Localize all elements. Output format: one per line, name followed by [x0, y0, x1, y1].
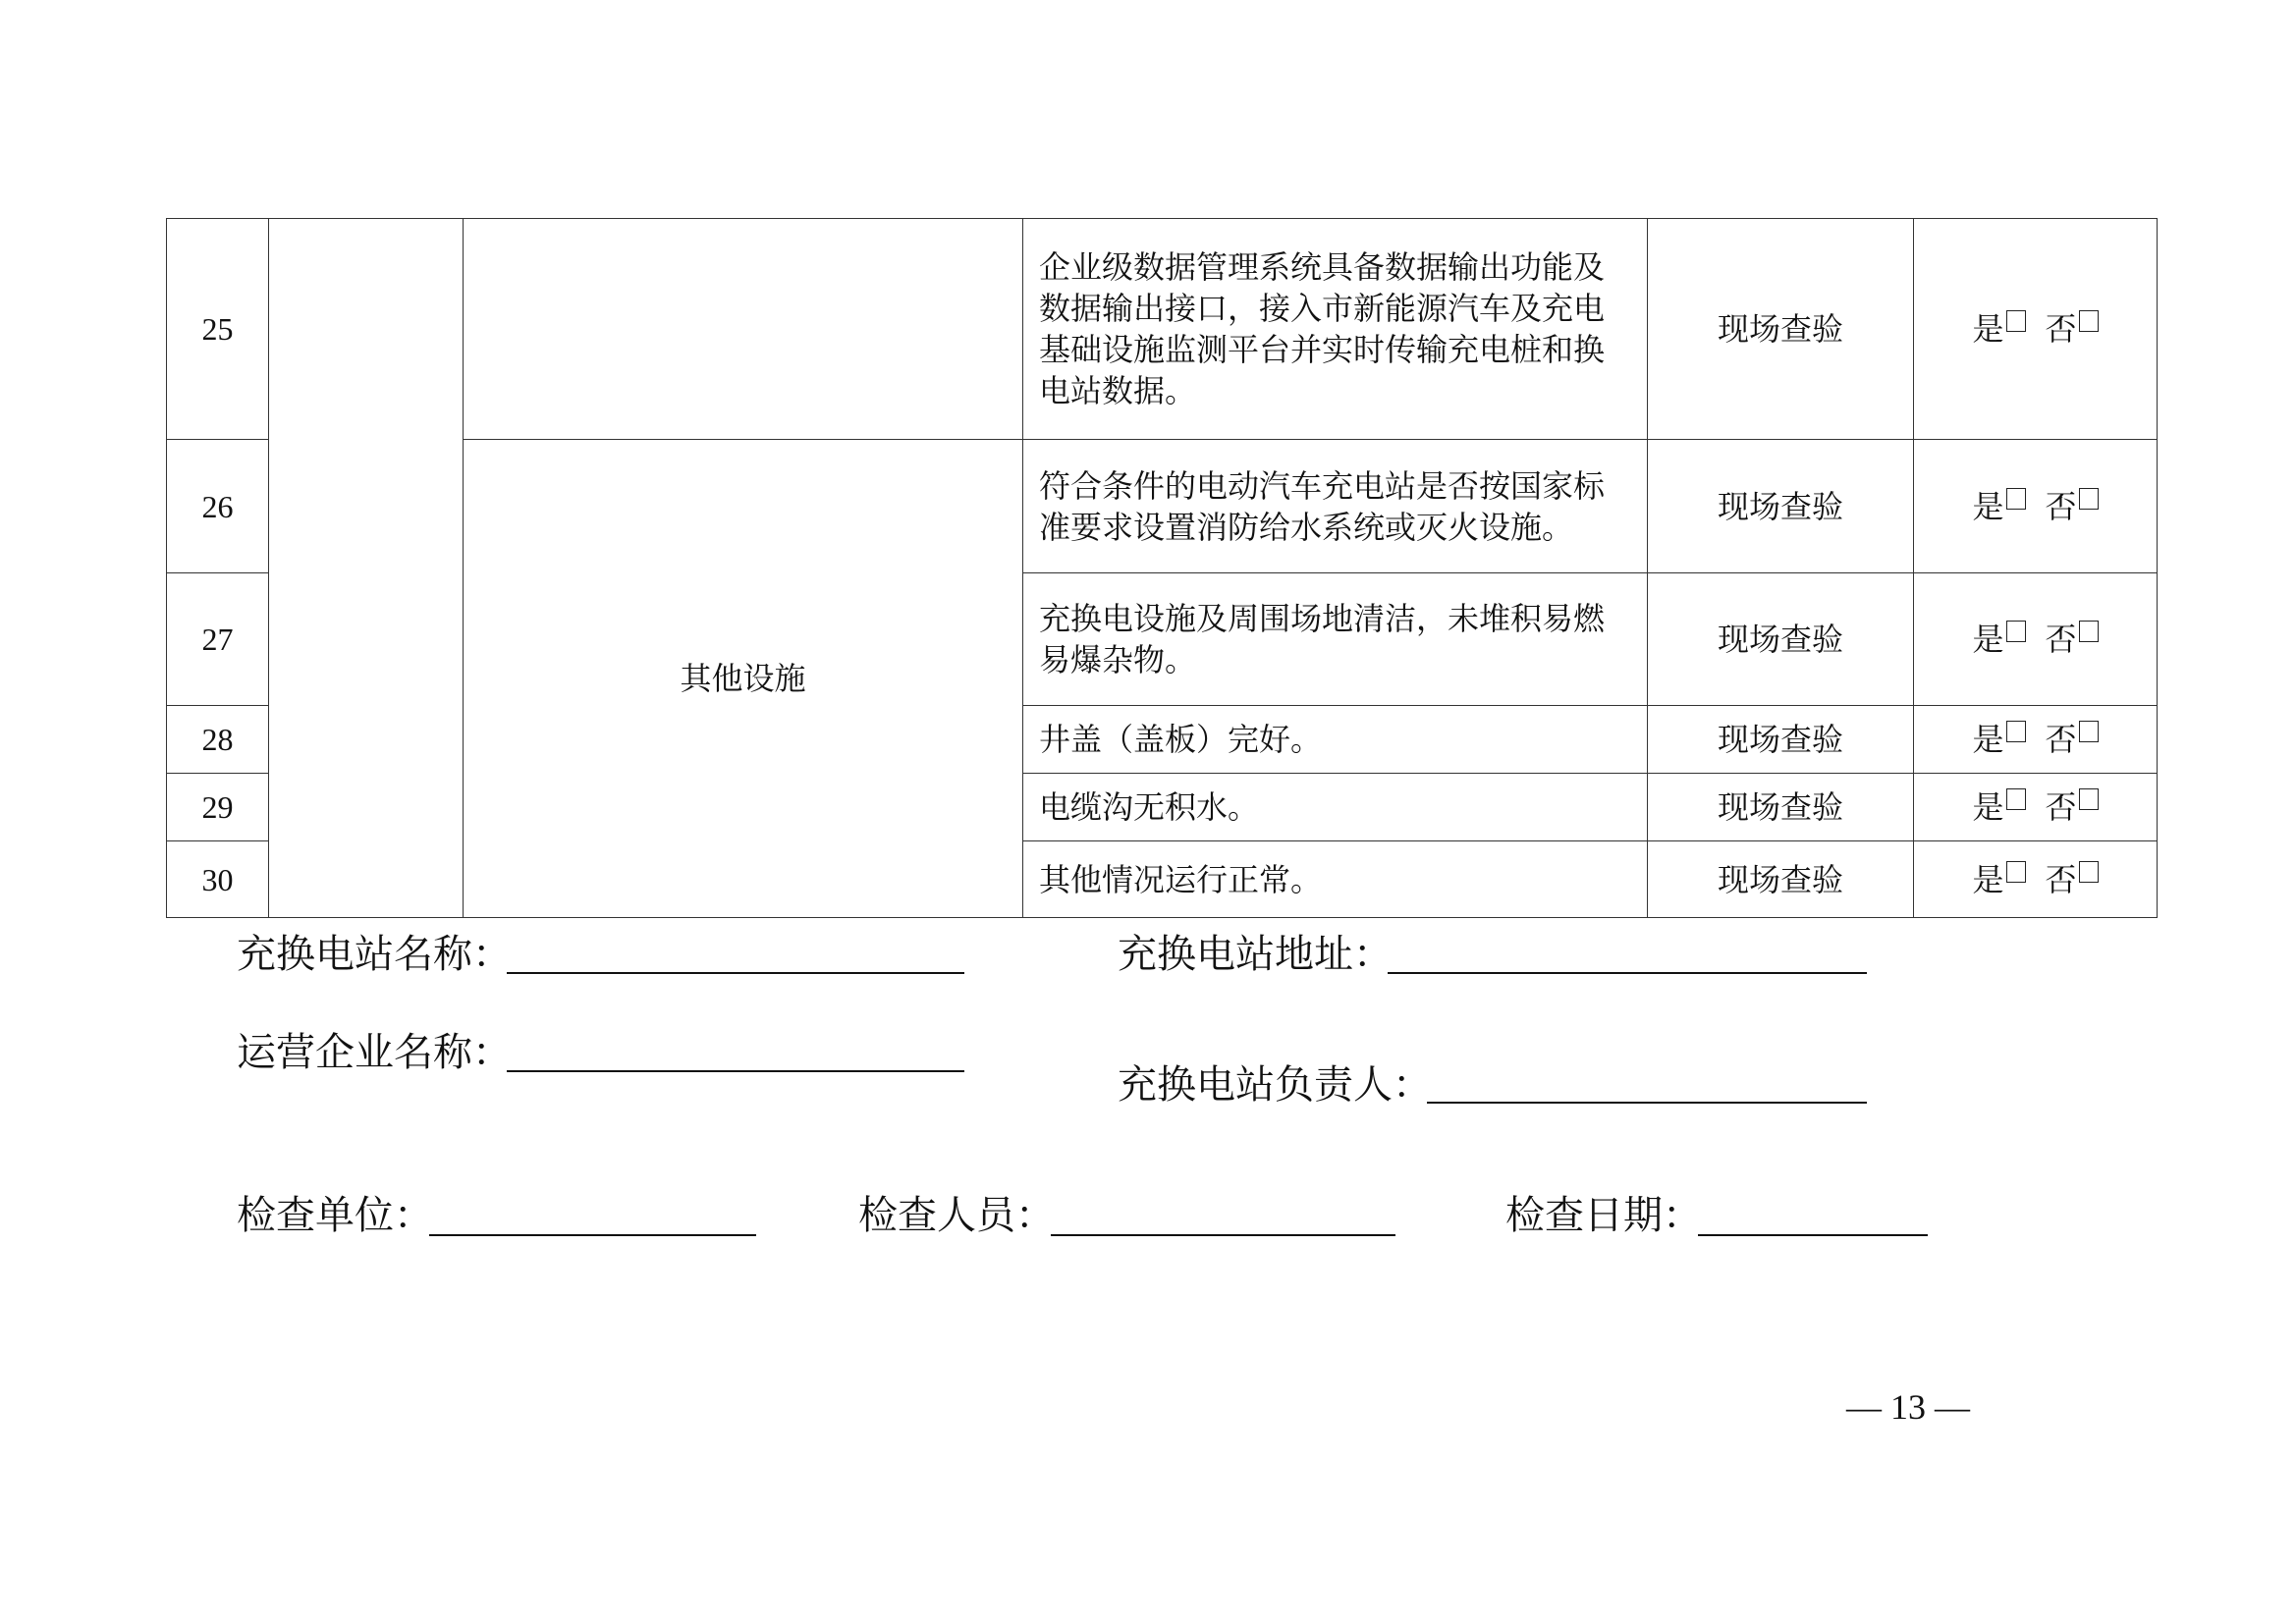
item-description: 符合条件的电动汽车充电站是否按国家标准要求设置消防给水系统或灭火设施。	[1023, 440, 1648, 573]
row-number: 27	[167, 573, 269, 706]
no-checkbox[interactable]	[2079, 488, 2099, 510]
no-checkbox[interactable]	[2079, 310, 2099, 332]
merged-category-cell	[269, 219, 464, 918]
item-description: 其他情况运行正常。	[1023, 841, 1648, 918]
no-label: 否	[2045, 721, 2077, 758]
inspection-unit-input[interactable]	[429, 1234, 756, 1236]
table-row	[167, 219, 2158, 440]
no-label: 否	[2045, 310, 2077, 348]
yes-checkbox[interactable]	[2006, 310, 2026, 332]
yes-label: 是	[1972, 721, 2004, 758]
no-label: 否	[2045, 621, 2077, 658]
station-manager-label: 充换电站负责人：	[1118, 1062, 1432, 1108]
inspection-table	[166, 218, 2158, 918]
inspection-unit-label: 检查单位：	[237, 1193, 433, 1238]
check-method: 现场查验	[1648, 706, 1914, 774]
no-label: 否	[2045, 788, 2077, 826]
inspection-date-label: 检查日期：	[1505, 1193, 1702, 1238]
blank-subcategory-cell	[464, 219, 1023, 440]
result-options	[1914, 706, 2158, 774]
no-checkbox[interactable]	[2079, 788, 2099, 810]
yes-label: 是	[1972, 487, 2004, 525]
check-method: 现场查验	[1648, 219, 1914, 440]
row-number: 25	[167, 219, 269, 440]
item-description: 充换电设施及周围场地清洁，未堆积易燃易爆杂物。	[1023, 573, 1648, 706]
check-method: 现场查验	[1648, 440, 1914, 573]
item-description: 企业级数据管理系统具备数据输出功能及数据输出接口，接入市新能源汽车及充电基础设施监测平台并实时传输充电桩和换电站数据。	[1023, 219, 1648, 440]
inspector-label: 检查人员：	[858, 1193, 1055, 1238]
yes-checkbox[interactable]	[2006, 621, 2026, 642]
check-method: 现场查验	[1648, 573, 1914, 706]
no-checkbox[interactable]	[2079, 861, 2099, 883]
yes-label: 是	[1972, 310, 2004, 348]
category-other-facilities: 其他设施	[464, 440, 1023, 918]
check-method: 现场查验	[1648, 841, 1914, 918]
yes-checkbox[interactable]	[2006, 788, 2026, 810]
no-checkbox[interactable]	[2079, 621, 2099, 642]
inspector-input[interactable]	[1051, 1234, 1395, 1236]
station-manager-input[interactable]	[1427, 1102, 1867, 1104]
result-options	[1914, 573, 2158, 706]
no-label: 否	[2045, 487, 2077, 525]
row-number: 30	[167, 841, 269, 918]
station-name-input[interactable]	[507, 972, 964, 974]
result-options	[1914, 440, 2158, 573]
check-method: 现场查验	[1648, 774, 1914, 841]
yes-label: 是	[1972, 621, 2004, 658]
operator-name-label: 运营企业名称：	[237, 1030, 512, 1075]
item-description: 井盖（盖板）完好。	[1023, 706, 1648, 774]
item-description: 电缆沟无积水。	[1023, 774, 1648, 841]
result-options	[1914, 841, 2158, 918]
table-row	[167, 440, 2158, 573]
station-name-label: 充换电站名称：	[237, 932, 512, 977]
station-address-label: 充换电站地址：	[1118, 932, 1393, 977]
yes-checkbox[interactable]	[2006, 488, 2026, 510]
yes-label: 是	[1972, 788, 2004, 826]
row-number: 26	[167, 440, 269, 573]
operator-name-input[interactable]	[507, 1070, 964, 1072]
yes-label: 是	[1972, 860, 2004, 898]
yes-checkbox[interactable]	[2006, 721, 2026, 742]
yes-checkbox[interactable]	[2006, 861, 2026, 883]
station-address-input[interactable]	[1388, 972, 1867, 974]
row-number: 28	[167, 706, 269, 774]
result-options	[1914, 774, 2158, 841]
page-number: — 13 —	[1846, 1387, 1970, 1427]
inspection-date-input[interactable]	[1698, 1234, 1928, 1236]
no-checkbox[interactable]	[2079, 721, 2099, 742]
row-number: 29	[167, 774, 269, 841]
no-label: 否	[2045, 860, 2077, 898]
result-options	[1914, 219, 2158, 440]
